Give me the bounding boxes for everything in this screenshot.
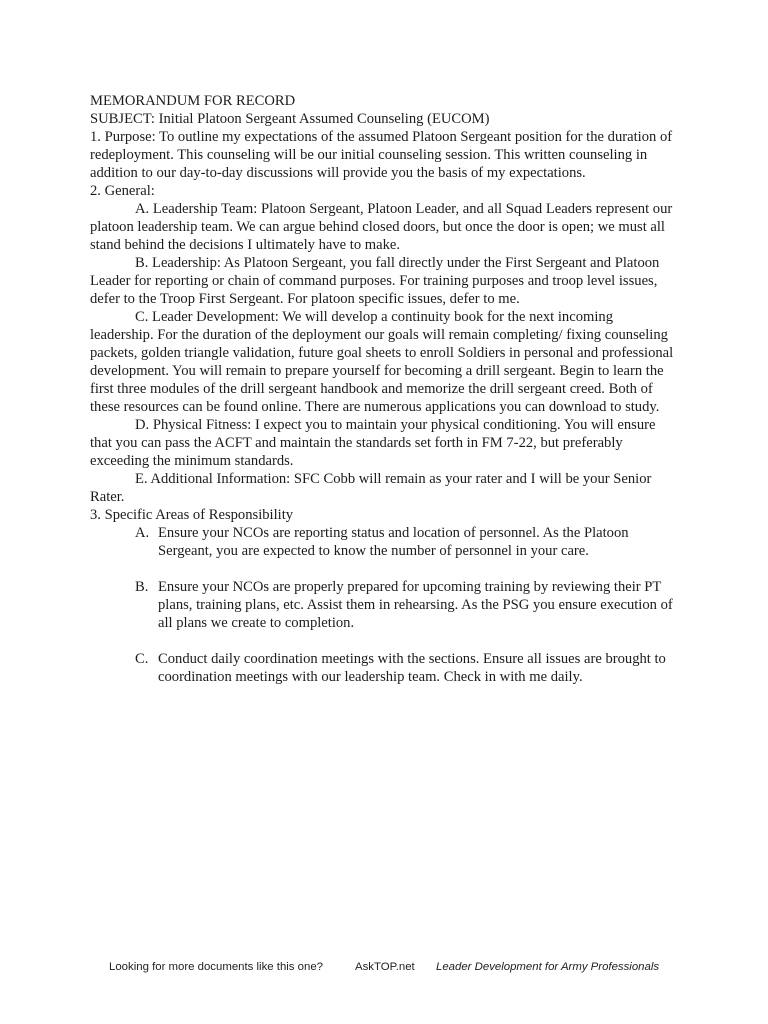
responsibility-letter: B. [135,579,149,595]
general-item-leadership-team: A. Leadership Team: Platoon Sergeant, Platoon Leader, and all Squad Leaders represent our platoon leadership team. We can argue behind closed doors, but once the door is open; we must all stand behind the decisions I ultimately have to make. [90,201,673,253]
memo-subject: SUBJECT: Initial Platoon Sergeant Assumed Counseling (EUCOM) [90,111,490,127]
responsibility-letter: C. [135,651,149,667]
responsibility-text: Ensure your NCOs are reporting status and location of personnel. As the Platoon Sergeant, you are expected to know the number of personnel in your care. [158,525,629,559]
responsibility-list [90,524,678,686]
footer-site-link[interactable]: AskTOP.net [355,961,415,973]
responsibility-text: Ensure your NCOs are properly prepared for upcoming training by reviewing their PT plans, training plans, etc. Assist them in rehearsing. As the PSG you ensure execution of all plans we create to completion. [158,579,673,631]
general-item-physical-fitness: D. Physical Fitness: I expect you to maintain your physical conditioning. You will ensure that you can pass the ACFT and maintain the standards set forth in FM 7-22, but preferably exceeding the minimum standards. [90,417,656,469]
purpose-paragraph: 1. Purpose: To outline my expectations of the assumed Platoon Sergeant position for the duration of redeployment. This counseling will be our initial counseling session. This written counseling in addition to our day-to-day discussions will provide you the basis of my expectations. [90,129,673,181]
responsibility-item [90,524,678,560]
general-item-leader-development: C. Leader Development: We will develop a continuity book for the next incoming leadership. For the duration of the deployment our goals will remain completing/ fixing counseling packets, golden triangle validation, future goal sheets to enroll Soldiers in personal and professional development. You will remain to prepare yourself for becoming a drill sergeant. Begin to learn the first three modules of the drill sergeant handbook and memorize the drill sergeant creed. Both of these resources can be found online. There are numerous applications you can download to study. [90,309,674,415]
general-item-leadership: B. Leadership: As Platoon Sergeant, you fall directly under the First Sergeant and Platoon Leader for reporting or chain of command purposes. For training purposes and troop level issues, defer to the Troop First Sergeant. For platoon specific issues, defer to me. [90,255,660,307]
general-item-additional-information: E. Additional Information: SFC Cobb will remain as your rater and I will be your Senior Rater. [90,471,652,505]
responsibility-letter: A. [135,525,150,541]
responsibility-text: Conduct daily coordination meetings with the sections. Ensure all issues are brought to coordination meetings with our leadership team. Check in with me daily. [158,651,666,685]
footer-tagline: Leader Development for Army Professionals [436,961,660,973]
memo-body [90,92,678,704]
memo-header: MEMORANDUM FOR RECORD [90,93,296,109]
responsibility-heading: 3. Specific Areas of Responsibility [90,507,294,523]
responsibility-item [90,650,678,686]
footer-prompt: Looking for more documents like this one? [109,961,324,973]
general-heading: 2. General: [90,183,155,199]
responsibility-item [90,578,678,632]
